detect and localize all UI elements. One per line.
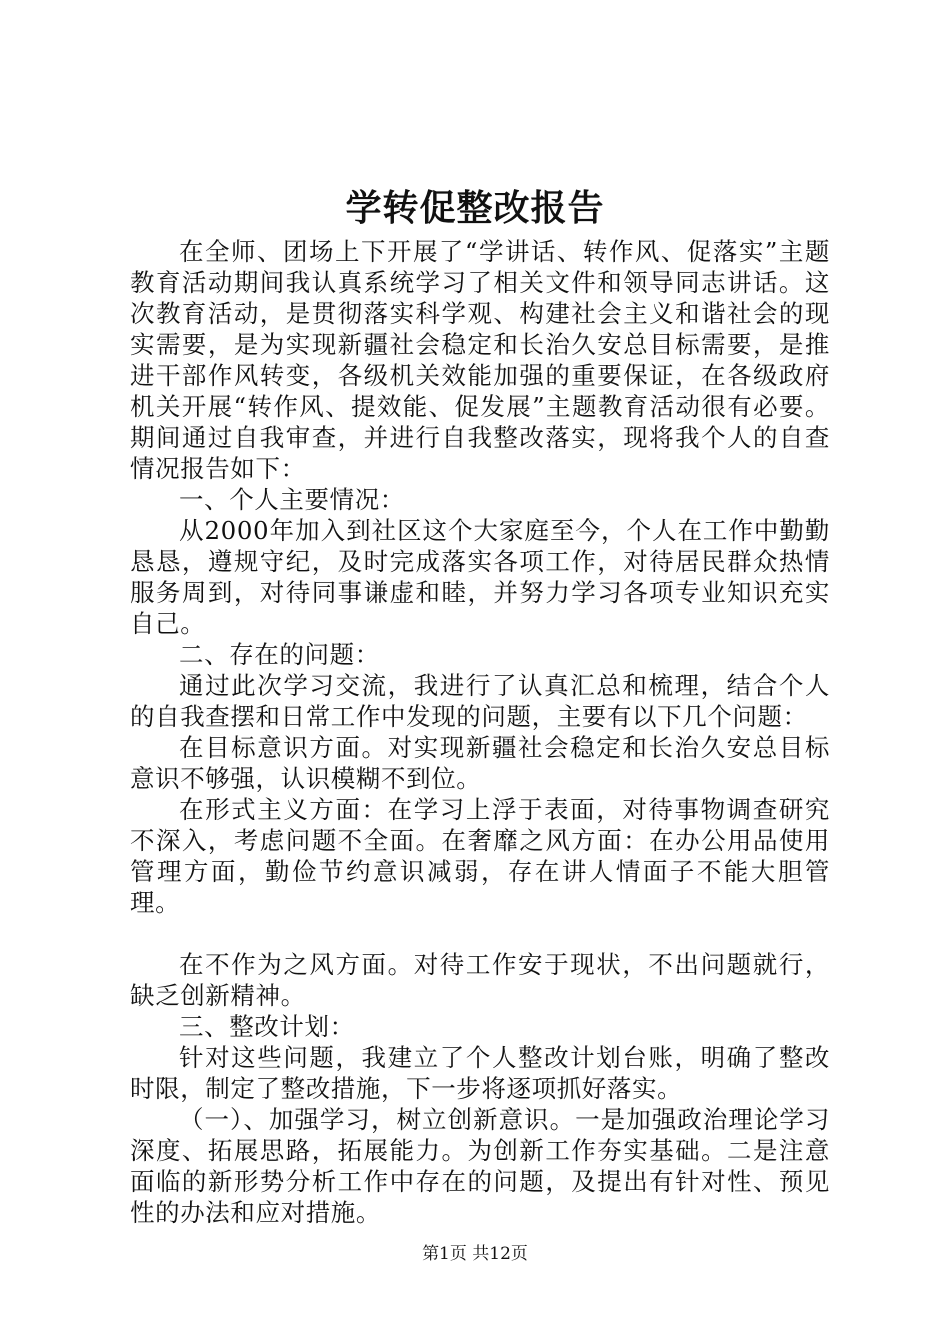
paragraph-inaction: 在不作为之风方面。对待工作安于现状，不出问题就行，缺乏创新精神。 (130, 950, 830, 1010)
paragraph-formalism: 在形式主义方面：在学习上浮于表面，对待事物调查研究不深入，考虑问题不全面。在奢靡之风方面：在办公用品使用管理方面，勤俭节约意识减弱，存在讲人情面子不能大胆管理。 (130, 795, 830, 917)
section-heading-personal: 一、个人主要情况： (179, 485, 405, 514)
document-body (130, 236, 830, 1228)
paragraph-goal-awareness: 在目标意识方面。对实现新疆社会稳定和长治久安总目标意识不够强，认识模糊不到位。 (130, 733, 830, 793)
paragraph-plan-study: （一）、加强学习，树立创新意识。一是加强政治理论学习深度、拓展思路，拓展能力。为创新工作夯实基础。二是注意面临的新形势分析工作中存在的问题，及提出有针对性、预见性的办法和应对措施。 (130, 1105, 830, 1227)
document-title: 学转促整改报告 (345, 187, 605, 229)
section-heading-plan: 三、整改计划： (179, 1012, 355, 1041)
paragraph-intro: 在全师、团场上下开展了“学讲话、转作风、促落实”主题教育活动期间我认真系统学习了相关文件和领导同志讲话。这次教育活动，是贯彻落实科学观、构建社会主义和谐社会的现实需要，是为实现新疆社会稳定和长治久安总目标需要，是推进干部作风转变，各级机关效能加强的重要保证，在各级政府机关开展“转作风、提效能、促发展”主题教育活动很有必要。期间通过自我审查，并进行自我整改落实，现将我个人的自查情况报告如下： (130, 237, 830, 483)
paragraph-problems-intro: 通过此次学习交流，我进行了认真汇总和梳理，结合个人的自我查摆和日常工作中发现的问题，主要有以下几个问题： (130, 671, 830, 731)
paragraph-personal: 从2000年加入到社区这个大家庭至今，个人在工作中勤勤恳恳，遵规守纪，及时完成落实各项工作，对待居民群众热情服务周到，对待同事谦虚和睦，并努力学习各项专业知识充实自己。 (130, 516, 830, 638)
page-footer: 第1页 共12页 (422, 1244, 528, 1264)
paragraph-plan-intro: 针对这些问题，我建立了个人整改计划台账，明确了整改时限，制定了整改措施，下一步将逐项抓好落实。 (130, 1043, 830, 1103)
section-heading-problems: 二、存在的问题： (179, 640, 380, 669)
